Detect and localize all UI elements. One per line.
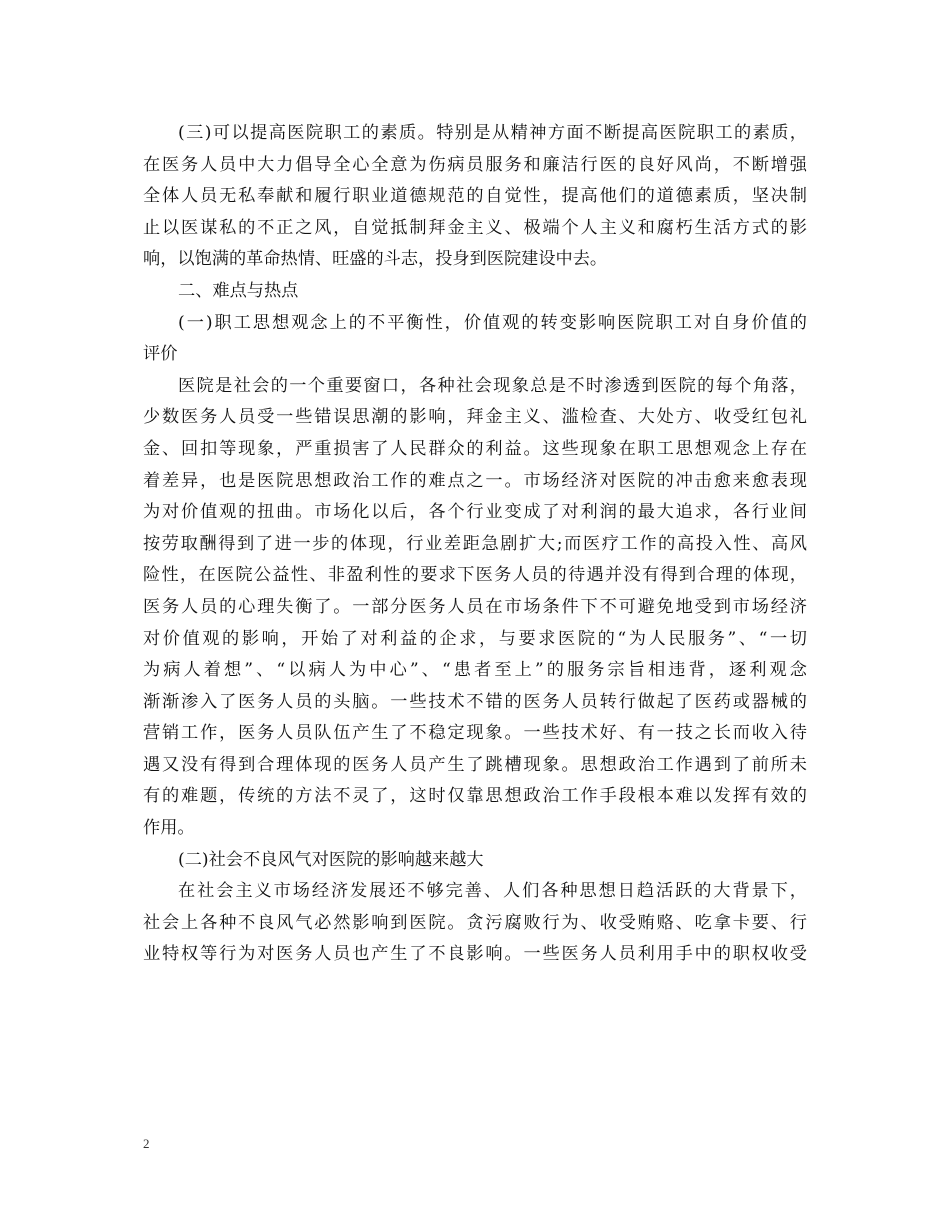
text-line: 医院是社会的一个重要窗口，各种社会现象总是不时渗透到医院的每个角落， [178,375,807,396]
text-line: 社会上各种不良风气必然影响到医院。贪污腐败行为、收受贿赂、吃拿卡要、行 [143,912,807,933]
text-line: 有的难题，传统的方法不灵了，这时仅靠思想政治工作手段根本难以发挥有效的 [143,786,807,807]
text-line: 全体人员无私奉献和履行职业道德规范的自觉性，提高他们的道德素质，坚决制 [143,186,807,207]
text-line: 少数医务人员受一些错误思潮的影响，拜金主义、滥检查、大处方、收受红包礼 [143,407,807,428]
text-line: 渐渐渗入了医务人员的头脑。一些技术不错的医务人员转行做起了医药或器械的 [143,691,807,712]
text-line: 二、难点与热点 [178,280,299,301]
text-line: 按劳取酬得到了进一步的体现，行业差距急剧扩大;而医疗工作的高投入性、高风 [143,533,807,554]
document-body [143,118,807,971]
text-line: 对价值观的影响，开始了对利益的企求，与要求医院的“为人民服务”、“一切 [143,628,807,649]
text-line: 险性，在医院公益性、非盈利性的要求下医务人员的待遇并没有得到合理的体现， [143,565,807,586]
text-line: (三)可以提高医院职工的素质。特别是从精神方面不断提高医院职工的素质， [178,123,807,143]
text-line: 评价 [143,344,178,365]
text-line: 为对价值观的扭曲。市场化以后，各个行业变成了对利润的最大追求，各行业间 [143,502,807,523]
text-line: 响，以饱满的革命热情、旺盛的斗志，投身到医院建设中去。 [143,249,608,270]
text-line: 遇又没有得到合理体现的医务人员产生了跳槽现象。思想政治工作遇到了前所未 [143,754,807,775]
text-line: 业特权等行为对医务人员也产生了不良影响。一些医务人员利用手中的职权收受 [143,944,807,965]
text-line: 营销工作，医务人员队伍产生了不稳定现象。一些技术好、有一技之长而收入待 [143,723,807,744]
text-line: 在医务人员中大力倡导全心全意为伤病员服务和廉洁行医的良好风尚，不断增强 [143,154,807,175]
text-line: 金、回扣等现象，严重损害了人民群众的利益。这些现象在职工思想观念上存在 [143,438,807,459]
text-line: 作用。 [143,818,195,839]
text-line: 着差异，也是医院思想政治工作的难点之一。市场经济对医院的冲击愈来愈表现 [143,470,807,491]
text-line: 医务人员的心理失衡了。一部分医务人员在市场条件下不可避免地受到市场经济 [143,596,807,617]
text-line: 止以医谋私的不正之风，自觉抵制拜金主义、极端个人主义和腐朽生活方式的影 [143,217,807,238]
text-line: 在社会主义市场经济发展还不够完善、人们各种思想日趋活跃的大背景下， [178,881,807,902]
page-number: 2 [143,1136,150,1151]
text-line: (一)职工思想观念上的不平衡性，价值观的转变影响医院职工对自身价值的 [178,312,807,333]
text-line: 为病人着想”、“以病人为中心”、“患者至上”的服务宗旨相违背，逐利观念 [143,660,807,681]
text-line: (二)社会不良风气对医院的影响越来越大 [178,849,484,870]
